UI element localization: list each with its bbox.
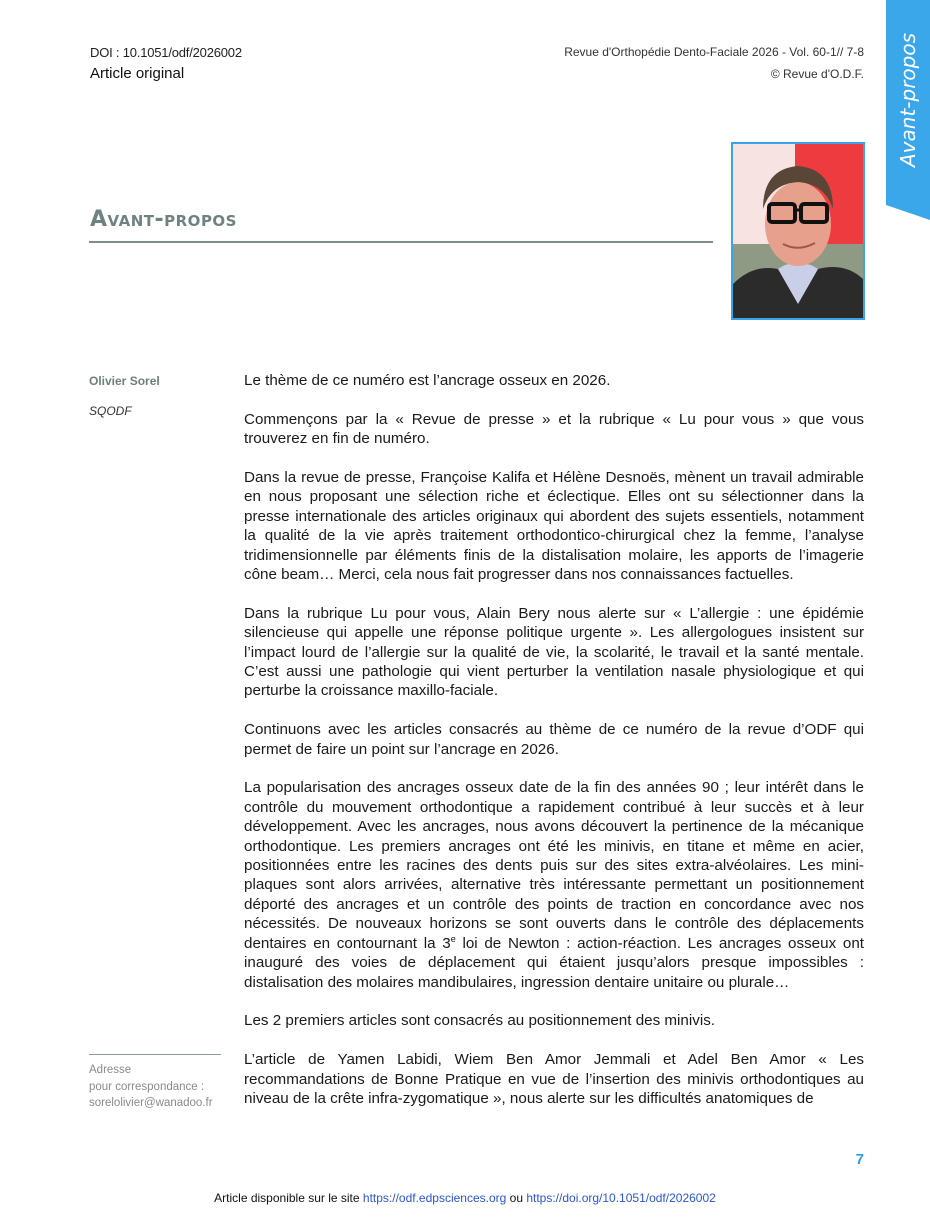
correspondence-label: pour correspondance : — [89, 1080, 205, 1093]
journal-site-link[interactable]: https://odf.edpsciences.org — [362, 1191, 507, 1205]
section-side-tab — [886, 0, 930, 220]
author-portrait — [731, 142, 865, 320]
doi-label: DOI : 10.1051/odf/2026002 — [90, 45, 242, 60]
paragraph — [244, 778, 864, 991]
section-title: Avant-propos — [90, 207, 237, 232]
article-type: Article original — [90, 65, 185, 82]
side-tab-label: Avant-propos — [896, 32, 921, 168]
paragraph: Les 2 premiers articles sont consacrés au positionnement des minivis. — [244, 1012, 716, 1030]
doi-link[interactable]: https://doi.org/10.1051/odf/2026002 — [526, 1191, 716, 1205]
copyright-notice: © Revue d'O.D.F. — [770, 67, 864, 81]
footer-text: Article disponible sur le site — [214, 1191, 363, 1205]
section-divider — [89, 241, 713, 243]
correspondence-label: Adresse — [89, 1064, 132, 1076]
correspondence-divider — [89, 1054, 221, 1055]
journal-citation: Revue d'Orthopédie Dento-Faciale 2026 - Vol. 60-1// 7-8 — [564, 45, 864, 59]
correspondence-email[interactable]: sorelolivier@wanadoo.fr — [89, 1097, 213, 1109]
paragraph-text: La popularisation des ancrages osseux date de la fin des années 90 ; leur intérêt dans le contrôle du mouvement orthodontique a rapidement contribué à leur succès et à leur développement. Avec les ancrages, nous avons découvert la pertinence de la mécanique orthodontique. Les premiers ancrages ont été les minivis, en titane et même en acier, positionnées entre les racines des dents puis sur des sites extra-alvéolaires. Les mini-plaques sont alors arrivées, alternative très intéressante permettant un positionnement déporté des ancrages et un contrôle des points de traction en concordance avec nos nécessités. De nouveaux horizons se sont ouverts dans le contrôle des déplacements dentaires en contournant la 3 — [244, 779, 864, 952]
author-affiliation: SQODF — [89, 404, 132, 418]
correspondence-block — [89, 1062, 213, 1112]
page-number: 7 — [855, 1151, 864, 1168]
author-name: Olivier Sorel — [89, 374, 160, 388]
paragraph: Dans la revue de presse, Françoise Kalifa et Hélène Desnoës, mènent un travail admirable en nous proposant une sélection riche et éclectique. Elles ont su sélectionner dans la presse internationale des articles originaux qui abordent des sujets essentiels, notamment la qualité de la vie après traitement orthodontico-chirurgical chez la femme, l’analyse tridimensionnelle par éléments finis de la distalisation molaire, les apports de l’imagerie cône beam… Merci, cela nous fait progresser dans nos connaissances factuelles. — [244, 469, 864, 584]
paragraph: Commençons par la « Revue de presse » et la rubrique « Lu pour vous » que vous trouverez en fin de numéro. — [244, 410, 864, 448]
paragraph-text: loi de Newton : action-réaction. Les ancrages osseux ont inauguré des voies de déplacement qui étaient jusqu’alors presque impossibles : distalisation des molaires mandibulaires, ingression dentaire unitaire ou plurale… — [244, 934, 864, 991]
paragraph: Le thème de ce numéro est l’ancrage osseux en 2026. — [244, 372, 611, 389]
footer-text: ou — [506, 1191, 527, 1205]
paragraph: Continuons avec les articles consacrés au thème de ce numéro de la revue d’ODF qui permet de faire un point sur l’ancrage en 2026. — [244, 721, 864, 758]
paragraph: L’article de Yamen Labidi, Wiem Ben Amor Jemmali et Adel Ben Amor « Les recommandations de Bonne Pratique en vue de l’insertion des minivis orthodontiques au niveau de la crête infra-zygomatique », nous alerte sur les difficultés anatomiques de — [244, 1051, 864, 1107]
footer — [0, 1191, 930, 1205]
superscript: e — [450, 933, 456, 944]
article-body — [244, 371, 864, 1128]
paragraph: Dans la rubrique Lu pour vous, Alain Bery nous alerte sur « L’allergie : une épidémie silencieuse qui appelle une réponse politique urgente ». Les allergologues insistent sur l’impact lourd de l’allergie sur la qualité de vie, la scolarité, le travail et la santé mentale. C’est aussi une pathologie qui vient perturber la ventilation nasale physiologique et qui perturbe la croissance maxillo-faciale. — [244, 604, 864, 700]
